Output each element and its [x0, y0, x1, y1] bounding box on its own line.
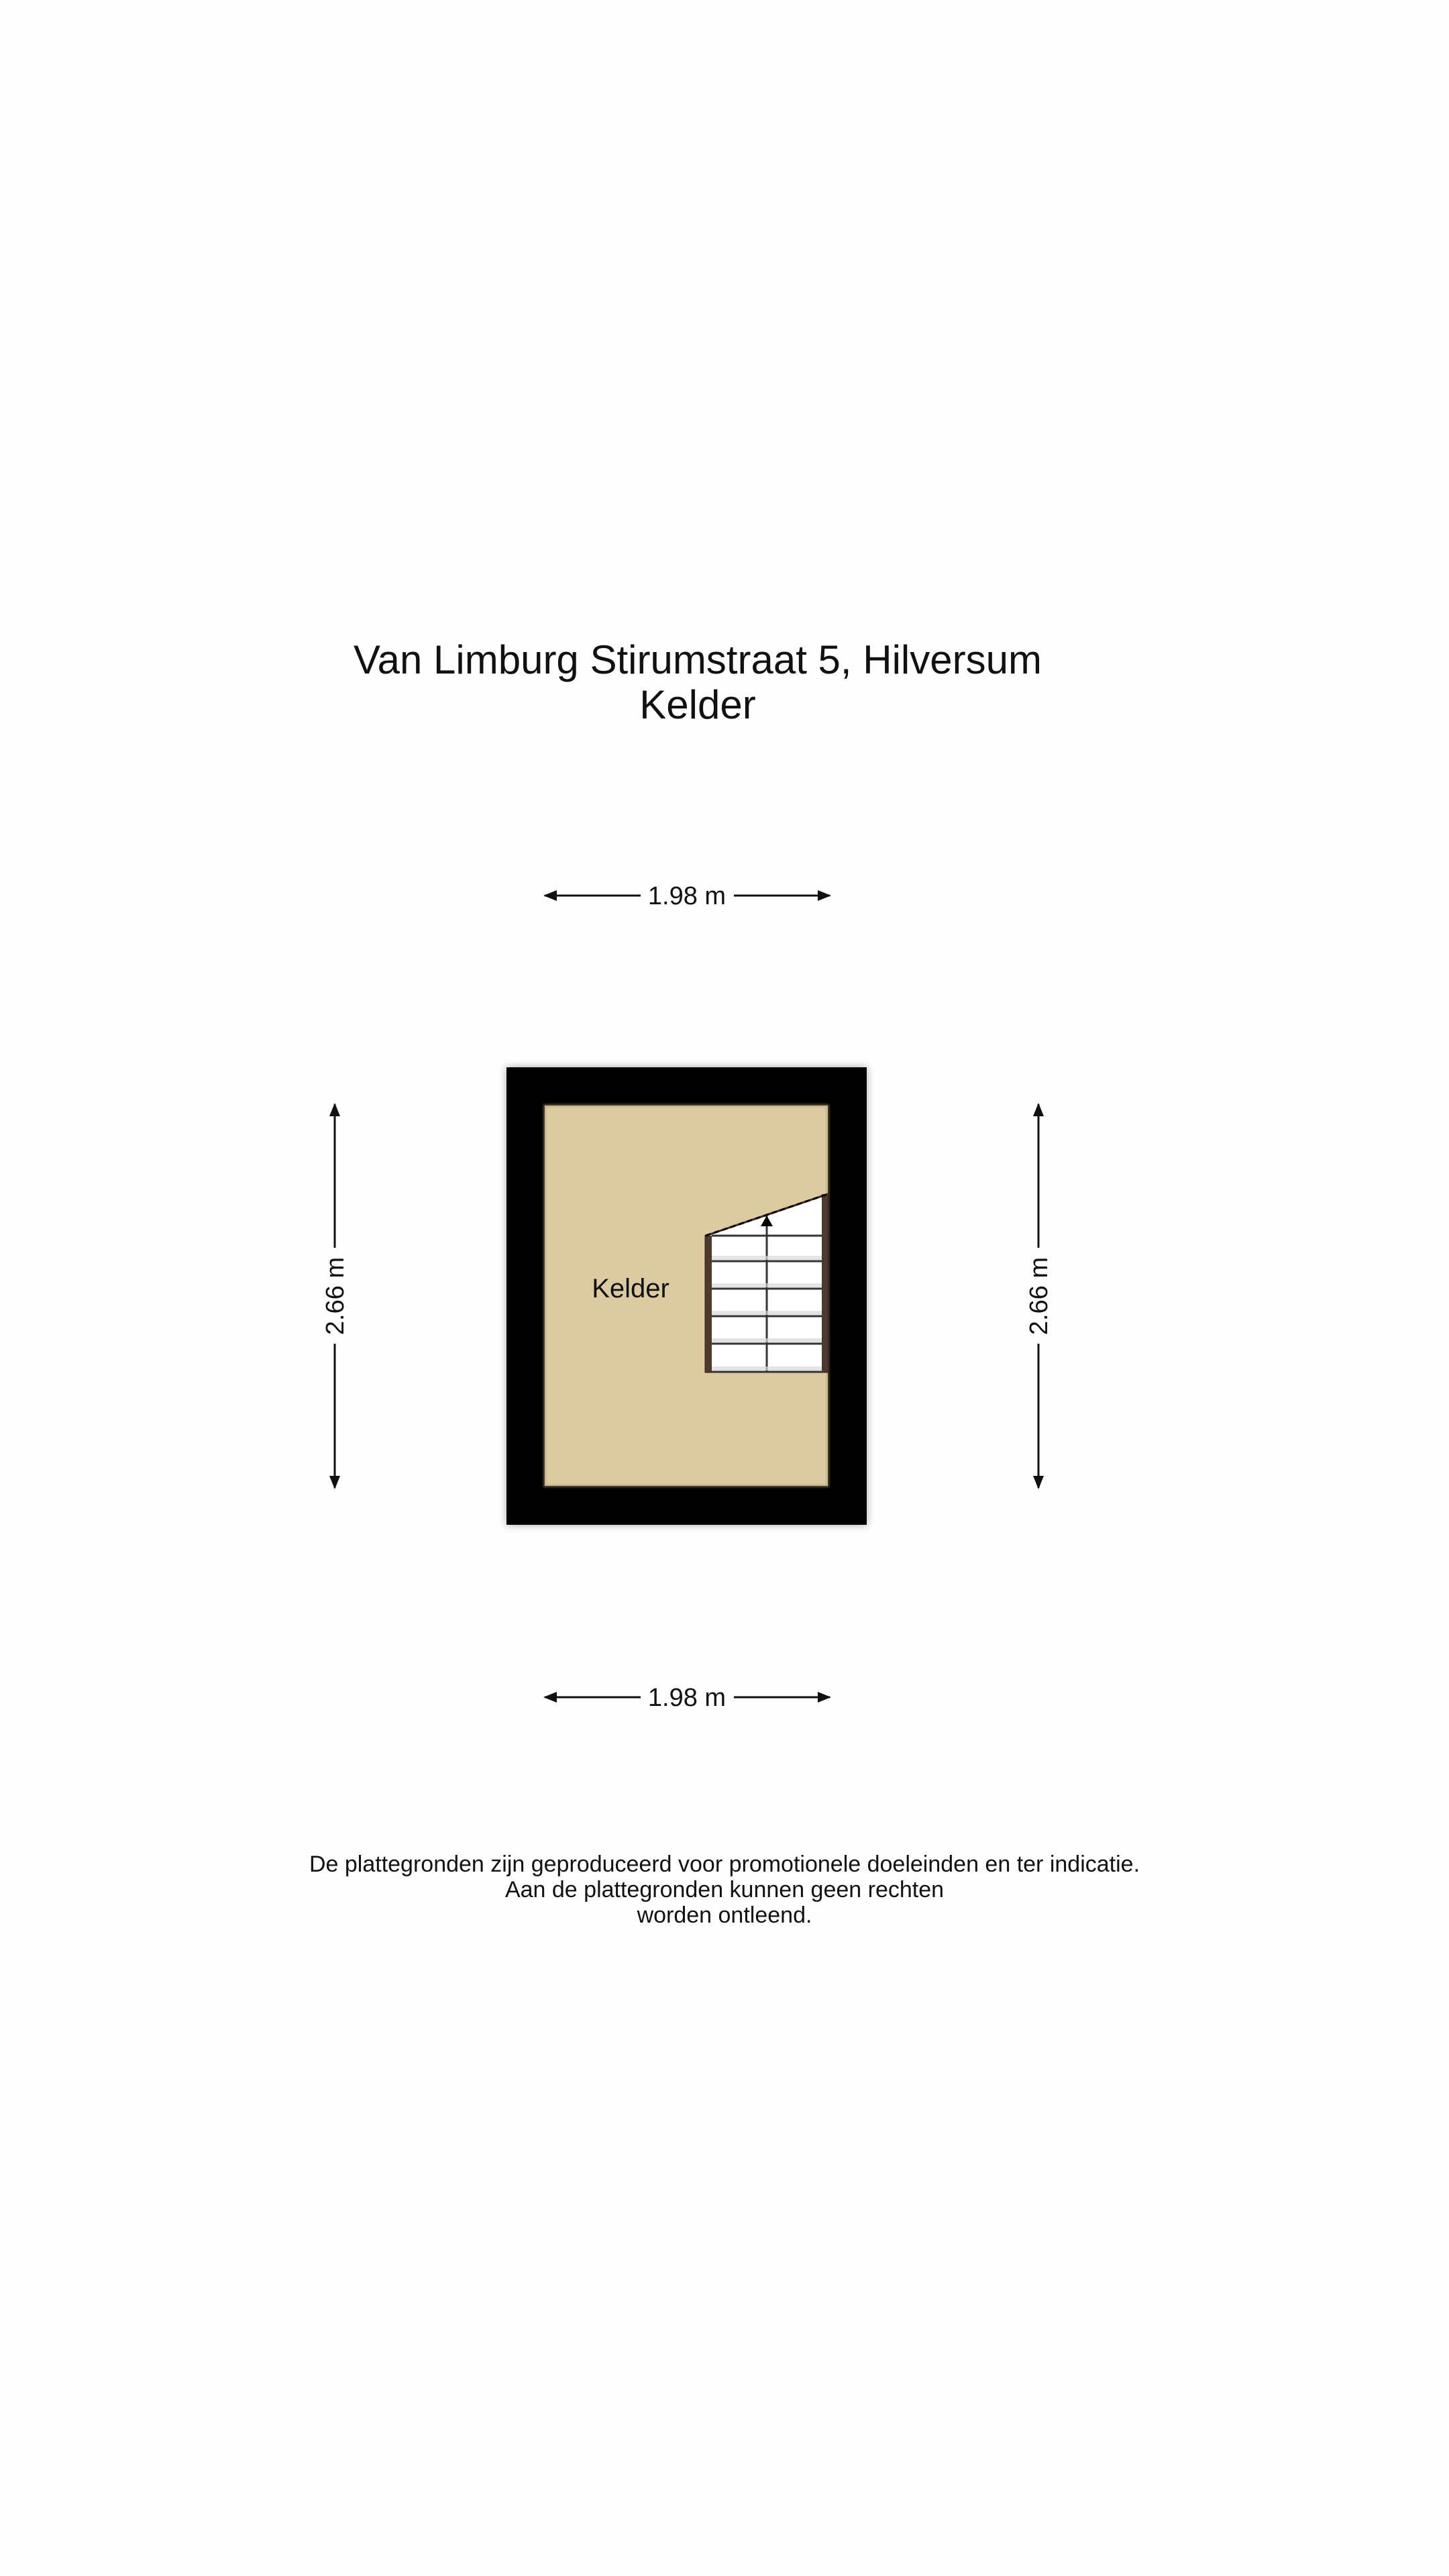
- dimension-top: [545, 882, 830, 910]
- dimension-right: [1025, 1104, 1053, 1488]
- disclaimer-line-1: De plattegronden zijn geproduceerd voor promotionele doeleinden en ter indicatie.: [309, 1851, 1140, 1877]
- dimension-top-label: 1.98 m: [647, 882, 727, 910]
- dimension-bottom-label: 1.98 m: [647, 1684, 727, 1712]
- disclaimer-line-2: Aan de plattegronden kunnen geen rechten: [504, 1877, 945, 1902]
- floor-title: Kelder: [639, 682, 756, 727]
- room-label: Kelder: [592, 1274, 669, 1303]
- dimension-right-label: 2.66 m: [1025, 1256, 1053, 1336]
- dimension-left: [321, 1104, 350, 1488]
- dimension-bottom: [545, 1684, 830, 1712]
- dimension-left-label: 2.66 m: [321, 1256, 350, 1336]
- disclaimer-line-3: worden ontleend.: [637, 1902, 812, 1928]
- address-title: Van Limburg Stirumstraat 5, Hilversum: [354, 637, 1042, 682]
- disclaimer: [0, 1851, 1449, 1928]
